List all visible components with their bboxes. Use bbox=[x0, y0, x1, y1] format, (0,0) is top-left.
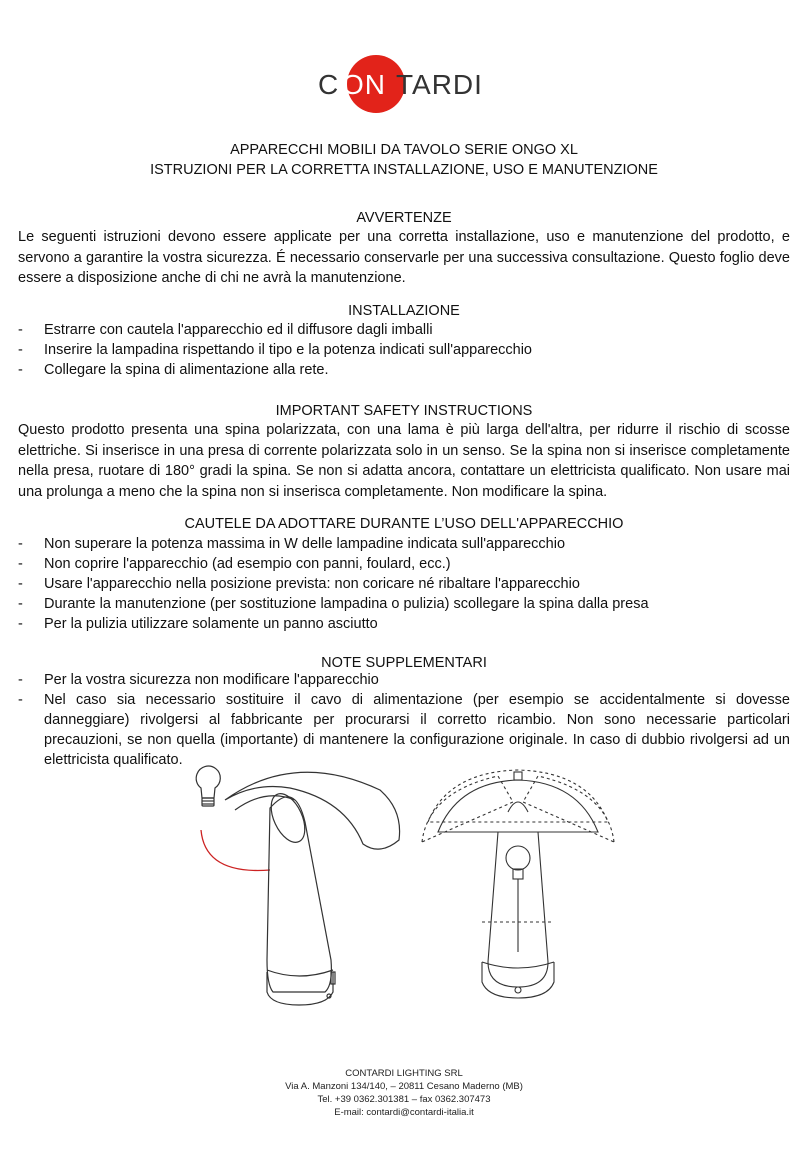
list-item: - Per la vostra sicurezza non modificare l'apparecchio bbox=[18, 670, 790, 690]
list-item: - Nel caso sia necessario sostituire il cavo di alimentazione (per esempio se accidentalmente si dovesse danneggiare) rivolgersi al fabbricante per procurarsi il corretto ricambio. Non sono necessarie particolari precauzioni, se non quella (importante) di mantenere la configurazione originale. In caso di dubbio rivolgersi ad un elettricista qualificato. bbox=[18, 690, 790, 770]
list-item: - Collegare la spina di alimentazione alla rete. bbox=[18, 360, 790, 380]
svg-text:C: C bbox=[318, 69, 340, 100]
installazione-heading: INSTALLAZIONE bbox=[348, 303, 460, 319]
svg-text:TARDI: TARDI bbox=[396, 69, 483, 100]
lamp-bulb-illustration bbox=[175, 760, 415, 1020]
footer-address: Via A. Manzoni 134/140, – 20811 Cesano Maderno (MB) bbox=[285, 1081, 523, 1092]
list-item: - Non coprire l'apparecchio (ad esempio con panni, foulard, ecc.) bbox=[18, 554, 790, 574]
contardi-logo bbox=[316, 52, 488, 116]
list-item: - Non superare la potenza massima in W delle lampadine indicata sull'apparecchio bbox=[18, 534, 790, 554]
safety-text: Questo prodotto presenta una spina polarizzata, con una lama è più larga dell'altra, per ridurre il rischio di scosse elettriche. Si inserisce in una presa di corrente polarizzata solo in un senso. Se la spina non si inserisce completamente nella presa, ruotare di 180° gradi la spina. Se non si adatta ancora, contattare un elettricista qualificato. Non usare mai una prolunga a meno che la spina non si inserisca completamente. Non modificare la spina. bbox=[18, 422, 790, 500]
note-list bbox=[18, 670, 790, 770]
lamp-rotation-illustration bbox=[418, 762, 618, 1022]
svg-text:ON: ON bbox=[342, 69, 386, 100]
cautele-heading: CAUTELE DA ADOTTARE DURANTE L’USO DELL'APPARECCHIO bbox=[184, 516, 624, 532]
title-line-1: APPARECCHI MOBILI DA TAVOLO SERIE ONGO XL bbox=[230, 142, 578, 158]
footer-company: CONTARDI LIGHTING SRL bbox=[345, 1068, 463, 1079]
cautele-list bbox=[18, 534, 790, 634]
document-title bbox=[0, 140, 808, 180]
footer-email[interactable]: E-mail: contardi@contardi-italia.it bbox=[334, 1107, 474, 1118]
safety-heading: IMPORTANT SAFETY INSTRUCTIONS bbox=[275, 403, 533, 419]
list-item: - Inserire la lampadina rispettando il tipo e la potenza indicati sull'apparecchio bbox=[18, 340, 790, 360]
installazione-list bbox=[18, 320, 790, 380]
footer bbox=[0, 1067, 808, 1119]
note-heading: NOTE SUPPLEMENTARI bbox=[321, 655, 487, 671]
list-item: - Estrarre con cautela l'apparecchio ed il diffusore dagli imballi bbox=[18, 320, 790, 340]
footer-phone: Tel. +39 0362.301381 – fax 0362.307473 bbox=[317, 1094, 491, 1105]
title-line-2: ISTRUZIONI PER LA CORRETTA INSTALLAZIONE, USO E MANUTENZIONE bbox=[150, 162, 658, 178]
avvertenze-heading: AVVERTENZE bbox=[356, 210, 452, 226]
list-item: - Durante la manutenzione (per sostituzione lampadina o pulizia) scollegare la spina dalla presa bbox=[18, 594, 790, 614]
list-item: - Per la pulizia utilizzare solamente un panno asciutto bbox=[18, 614, 790, 634]
list-item: - Usare l'apparecchio nella posizione prevista: non coricare né ribaltare l'apparecchio bbox=[18, 574, 790, 594]
avvertenze-text: Le seguenti istruzioni devono essere applicate per una corretta installazione, uso e manutenzione del prodotto, e servono a garantire la vostra sicurezza. É necessario conservarle per una successiva consultazione. Questo foglio deve essere a disposizione anche di chi ne avrà la manutenzione. bbox=[18, 229, 790, 286]
